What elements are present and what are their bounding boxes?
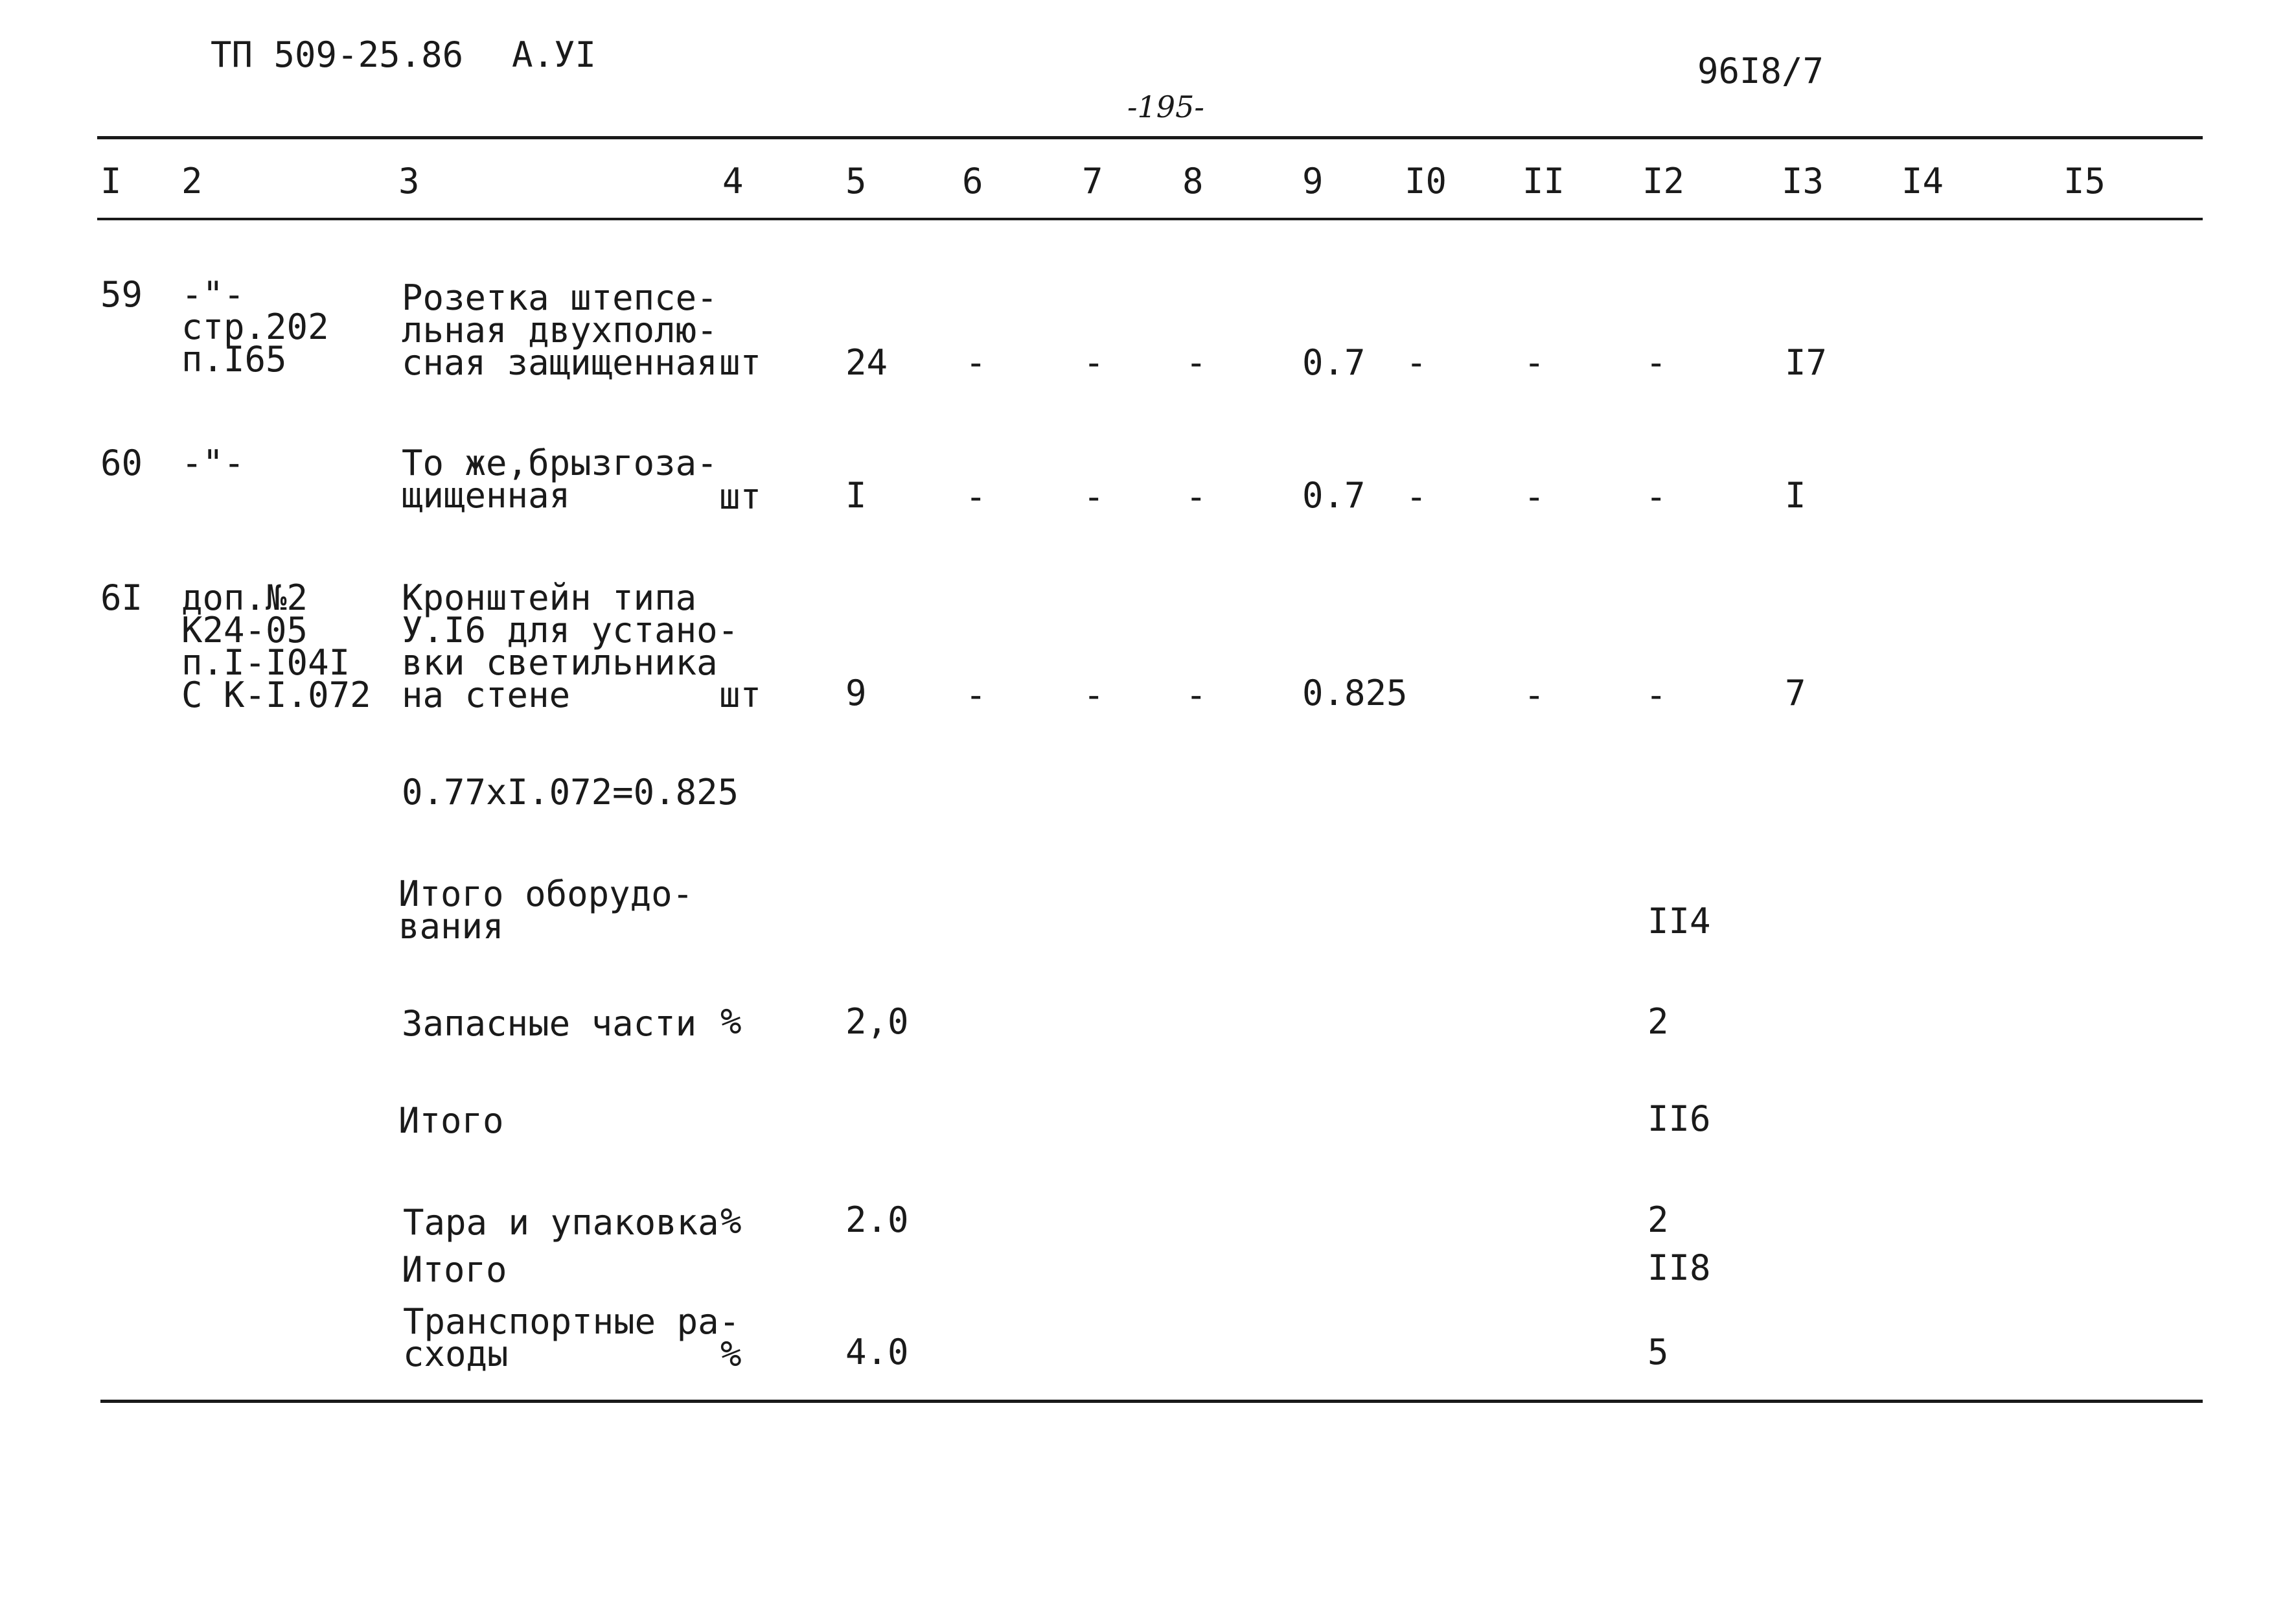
doc-code: ТП 509-25.86	[211, 34, 464, 75]
row-reference: доп.№2 К24-05 п.I-I04I С К-I.072	[181, 577, 371, 715]
row-col6: -	[965, 675, 987, 715]
row-item-name: Кронштейн типа У.I6 для устано- вки светильника на стене	[402, 577, 739, 715]
row-reference: -"-	[181, 443, 245, 483]
row-col7: -	[1083, 476, 1105, 517]
col-header-3: 3	[398, 161, 420, 202]
total-col5: 2,0	[845, 1001, 909, 1042]
row-col5: 9	[845, 673, 867, 713]
row-item-name: То же,брызгоза- щищенная	[402, 443, 718, 516]
total-col5: 2.0	[845, 1199, 909, 1240]
col-header-7: 7	[1082, 161, 1103, 202]
col-header-6: 6	[962, 161, 983, 202]
col-header-11: II	[1522, 161, 1565, 202]
total-col5: 4.0	[845, 1332, 909, 1372]
row-col9: 0.825	[1302, 673, 1408, 713]
total-label: Запасные части	[402, 1003, 697, 1044]
total-unit: %	[720, 1334, 742, 1374]
total-col12: 5	[1647, 1332, 1669, 1372]
row-col9: 0.7	[1302, 475, 1366, 516]
row-reference: -"- стр.202 п.I65	[181, 274, 329, 380]
row-col7: -	[1083, 675, 1105, 715]
total-label: Итого	[398, 1100, 504, 1141]
formula-note: 0.77хI.072=0.825	[402, 772, 739, 813]
table-bottom-rule	[100, 1400, 2203, 1403]
row-number: 6I	[100, 577, 143, 618]
total-col12: II8	[1647, 1247, 1711, 1288]
row-col10: -	[1406, 476, 1427, 517]
total-label: Тара и упаковка	[403, 1202, 719, 1243]
page-number: -195-	[1127, 89, 1204, 124]
col-header-12: I2	[1642, 161, 1685, 202]
header-top-rule	[97, 136, 2203, 139]
row-number: 59	[100, 274, 143, 315]
col-header-5: 5	[845, 161, 867, 202]
total-unit: %	[720, 1201, 742, 1242]
row-unit: шт	[719, 675, 762, 715]
row-col8: -	[1186, 476, 1207, 517]
row-col12: -	[1646, 675, 1667, 715]
row-col11: -	[1524, 342, 1545, 383]
row-col12: -	[1646, 342, 1667, 383]
total-col12: II6	[1647, 1098, 1711, 1139]
row-col12: -	[1646, 476, 1667, 517]
total-col12: 2	[1647, 1199, 1669, 1240]
col-header-9: 9	[1302, 161, 1324, 202]
col-header-14: I4	[1901, 161, 1944, 202]
row-col10: -	[1406, 342, 1427, 383]
row-unit: шт	[719, 476, 762, 517]
row-col13: 7	[1785, 673, 1806, 713]
album-label: А.УI	[512, 34, 597, 75]
row-col11: -	[1524, 476, 1545, 517]
total-unit: %	[720, 1001, 742, 1042]
total-col12: 2	[1647, 1001, 1669, 1042]
row-col11: -	[1524, 675, 1545, 715]
col-header-13: I3	[1782, 161, 1824, 202]
row-item-name: Розетка штепсе- льная двухполю- сная защищенная	[402, 277, 718, 383]
row-col13: I7	[1785, 342, 1828, 383]
header-bottom-rule	[97, 218, 2203, 220]
row-col8: -	[1186, 342, 1207, 383]
col-header-2: 2	[181, 161, 203, 202]
col-header-8: 8	[1182, 161, 1204, 202]
row-unit: шт	[719, 342, 762, 383]
row-col5: I	[845, 475, 867, 516]
row-number: 60	[100, 443, 143, 483]
row-col6: -	[965, 476, 987, 517]
row-col7: -	[1083, 342, 1105, 383]
row-col6: -	[965, 342, 987, 383]
row-col13: I	[1785, 475, 1806, 516]
row-col8: -	[1186, 675, 1207, 715]
col-header-1: I	[100, 161, 122, 202]
archive-number: 96I8/7	[1697, 51, 1824, 91]
total-label: Транспортные ра- сходы	[403, 1301, 740, 1374]
col-header-4: 4	[722, 161, 744, 202]
total-label: Итого	[402, 1249, 507, 1290]
col-header-15: I5	[2063, 161, 2106, 202]
row-col9: 0.7	[1302, 342, 1366, 383]
total-col12: II4	[1647, 901, 1711, 942]
row-col5: 24	[845, 342, 888, 383]
col-header-10: I0	[1405, 161, 1447, 202]
total-label: Итого оборудо- вания	[398, 873, 694, 947]
